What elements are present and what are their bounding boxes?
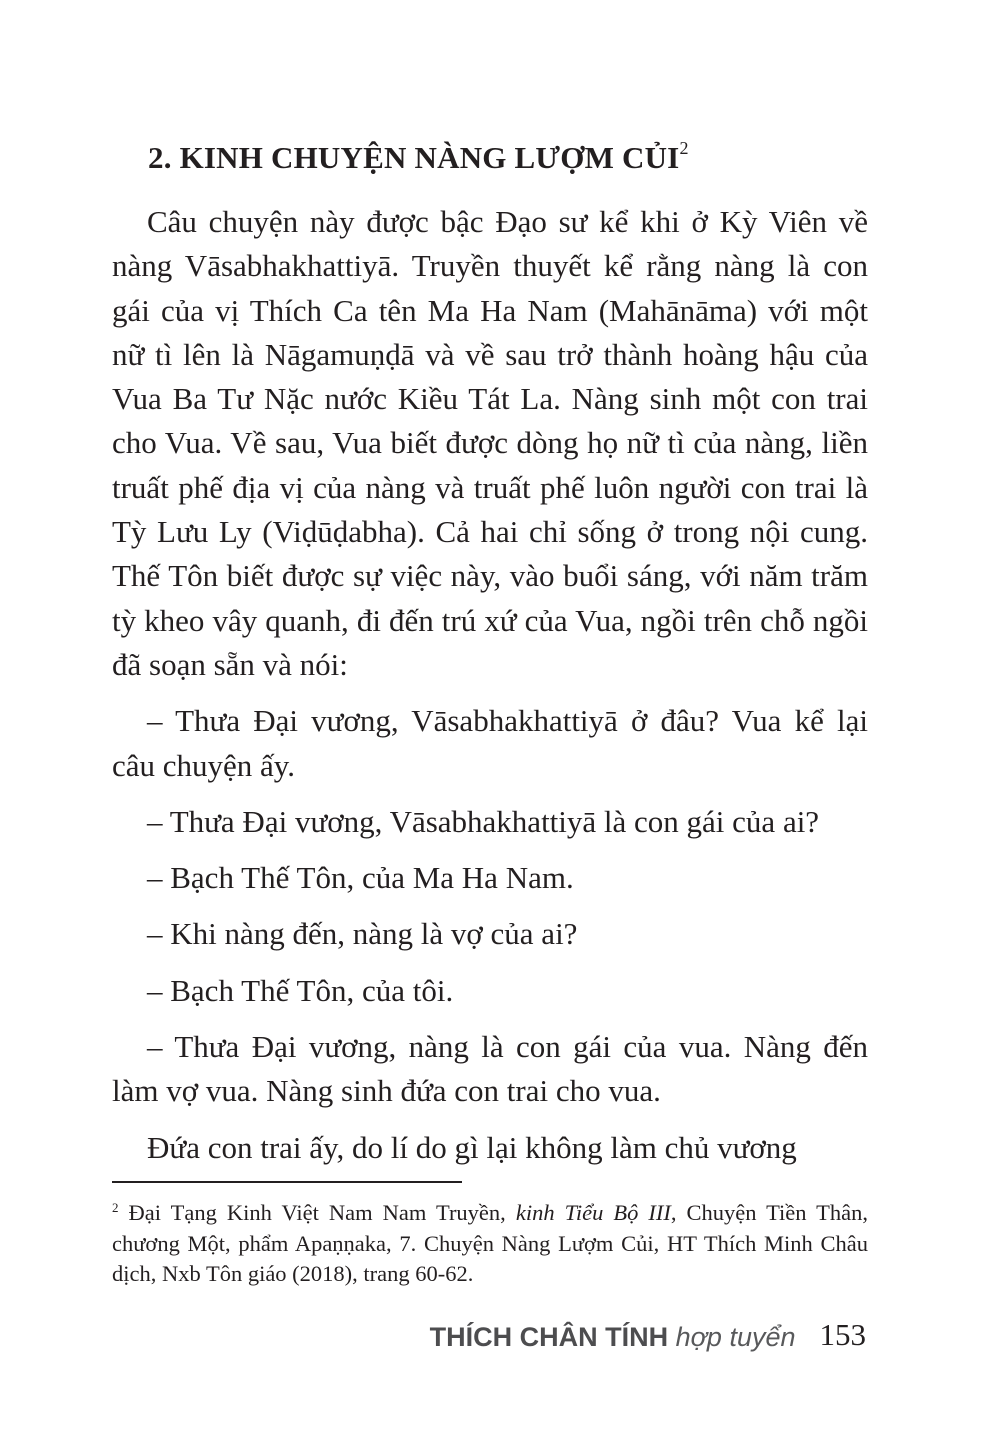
footnote-marker: 2 (112, 1200, 119, 1215)
section-heading-text: 2. KINH CHUYỆN NÀNG LƯỢM CỦI (148, 140, 680, 175)
dialogue-line: – Bạch Thế Tôn, của Ma Ha Nam. (147, 860, 574, 896)
dialogue-line: – Khi nàng đến, nàng là vợ của ai? (147, 916, 578, 952)
footnote-text-before: Đại Tạng Kinh Việt Nam Nam Truyền, (128, 1200, 516, 1225)
main-content (112, 128, 868, 1182)
dialogue-line: – Thưa Đại vương, Vāsabhakhattiyā ở đâu? Vua kể lại câu chuyện ấy. (112, 703, 868, 783)
footnote-text-after: , Chuyện Tiền Thân, chương Một, phẩm Apaṇṇaka, 7. Chuyện Nàng Lượm Củi, HT Thích Minh Châu dịch, Nxb Tôn giáo (2018), trang 60-62. (112, 1200, 869, 1286)
body-paragraph: Câu chuyện này được bậc Đạo sư kể khi ở Kỳ Viên về nàng Vāsabhakhattiyā. Truyền thuyết kể rằng nàng là con gái của vị Thích Ca tên Ma Ha Nam (Mahānāma) với một nữ tì lên là Nāgamuṇḍā và về sau trở thành hoàng hậu của Vua Ba Tư Nặc nước Kiều Tát La. Nàng sinh một con trai cho Vua. Về sau, Vua biết được dòng họ nữ tì của nàng, liền truất phế địa vị của nàng và truất phế luôn người con trai là Tỳ Lưu Ly (Viḍūḍabha). Cả hai chỉ sống ở trong nội cung. Thế Tôn biết được sự việc này, vào buổi sáng, với năm trăm tỳ kheo vây quanh, đi đến trú xứ của Vua, ngồi trên chỗ ngồi đã soạn sẵn và nói: (112, 204, 868, 682)
footnote (112, 1198, 868, 1290)
footnote-italic-title: kinh Tiểu Bộ III (515, 1200, 671, 1225)
running-footer (430, 1322, 796, 1353)
footnote-reference: 2 (679, 138, 689, 158)
dialogue-line: – Thưa Đại vương, Vāsabhakhattiyā là con gái của ai? (147, 803, 820, 839)
footnote-divider (112, 1181, 462, 1183)
dialogue-line: – Bạch Thế Tôn, của tôi. (147, 972, 454, 1008)
footer-subtitle: hợp tuyển (675, 1322, 796, 1352)
body-paragraph: Đứa con trai ấy, do lí do gì lại không làm chủ vương (147, 1129, 797, 1165)
section-heading (112, 128, 868, 188)
page-number: 153 (819, 1317, 866, 1352)
dialogue-line: – Thưa Đại vương, nàng là con gái của vua. Nàng đến làm vợ vua. Nàng sinh đứa con trai cho vua. (112, 1029, 868, 1109)
footer-author: THÍCH CHÂN TÍNH (429, 1322, 669, 1352)
